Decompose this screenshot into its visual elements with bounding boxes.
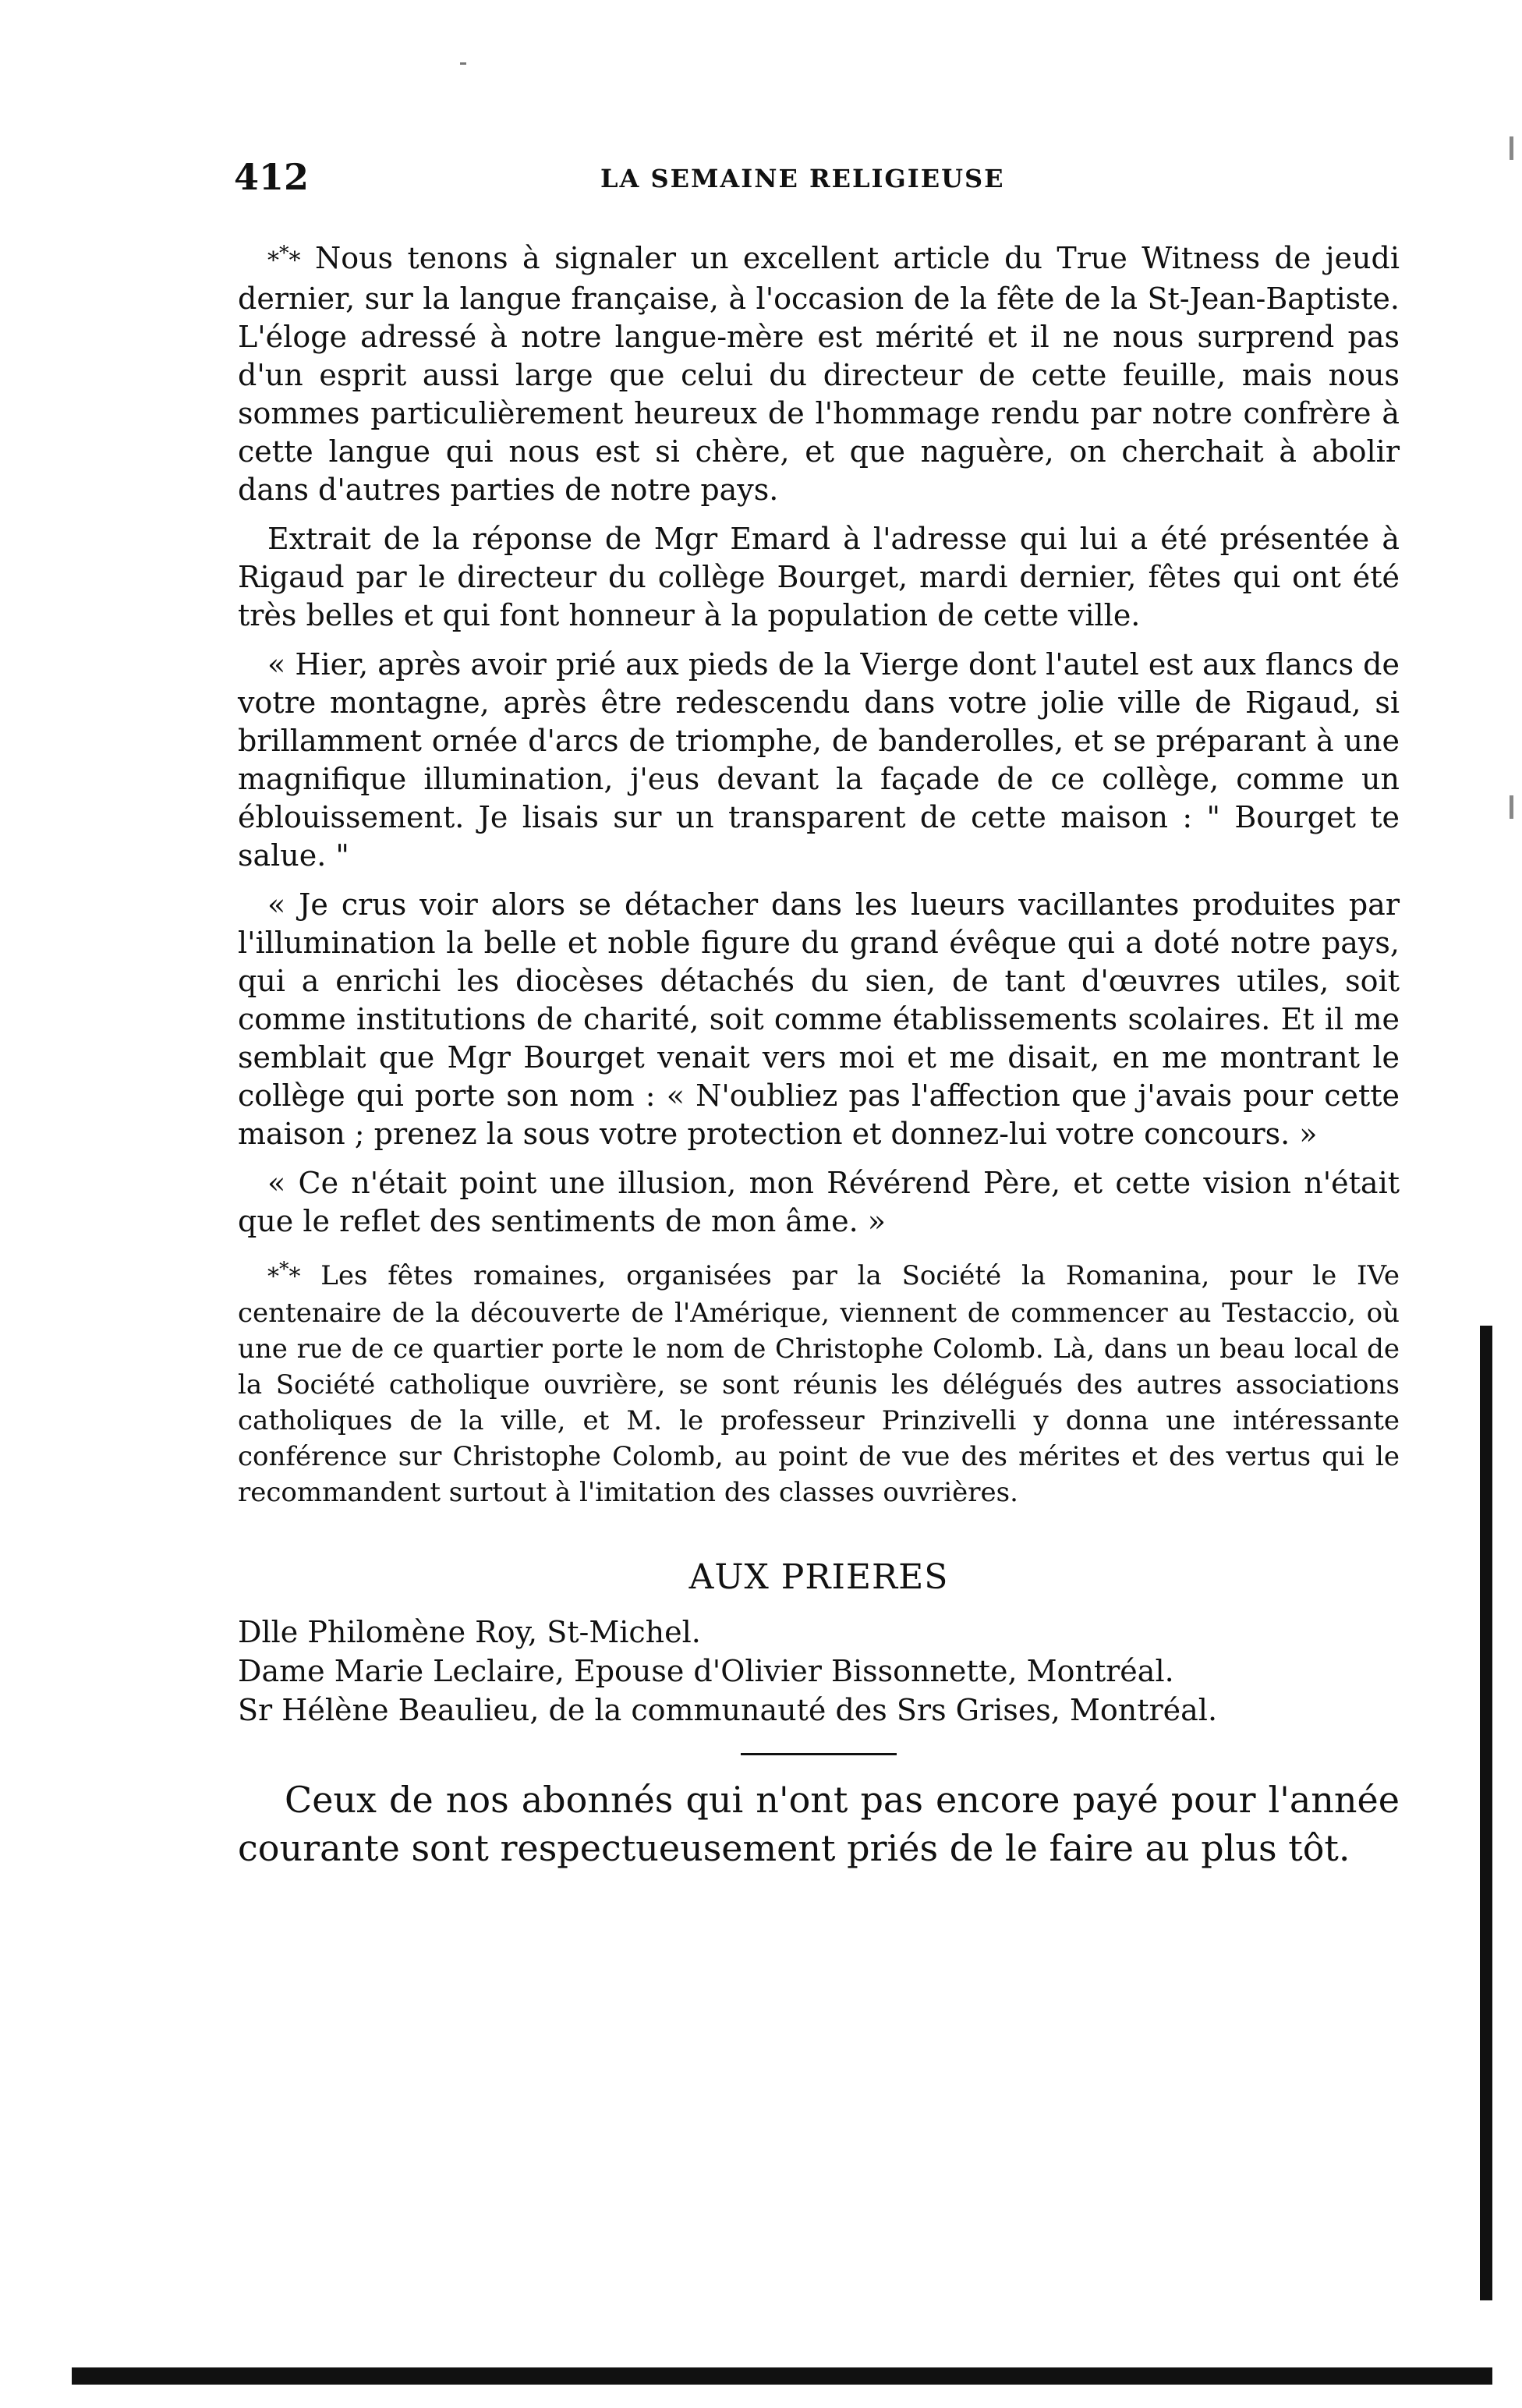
asterism-marker: *** [267, 242, 301, 274]
scan-edge-bar [1480, 1326, 1492, 2300]
scan-bottom-bar [72, 2367, 1492, 2385]
paragraph-text: Les fêtes romaines, organisées par la Société la Romanina, pour le IVe centenaire de la découverte de l'Amérique, viennent de commencer au Testaccio, où une rue de ce quartier porte le nom de Christophe Colomb. Là, dans un beau local de la Société catholique ouvrière, se sont réunis les délégués des autres associations catholiques de la ville, et M. le professeur Prinzivelli y donna une intéressante conférence sur Christophe Colomb, au point de vue des mérites et des vertus qui le recommandent surtout à l'imitation des classes ouvrières. [238, 1260, 1400, 1508]
paragraph-text: Nous tenons à signaler un excellent article du True Witness de jeudi dernier, sur la langue française, à l'occasion de la fête de la St-Jean-Baptiste. L'éloge adressé à notre langue-mère est mérité et il ne nous surprend pas d'un esprit aussi large que celui du directeur de cette feuille, mais nous sommes particulièrement heureux de l'hommage rendu par notre confrère à cette langue qui nous est si chère, et que naguère, on cherchait à abolir dans d'autres parties de notre pays. [238, 241, 1400, 507]
prayer-item: Dlle Philomène Roy, St-Michel. [238, 1615, 701, 1649]
page-number: 412 [234, 156, 310, 198]
subscription-notice: Ceux de nos abonnés qui n'ont pas encore payé pour l'année courante sont respectueusement priés de le faire au plus tôt. [238, 1779, 1400, 1869]
paragraph-quote-1: « Hier, après avoir prié aux pieds de la Vierge dont l'autel est aux flancs de votre montagne, après être redescendu dans votre jolie ville de Rigaud, si brillamment ornée d'arcs de triomphe, de banderolles, et se préparant à une magnifique illumination, j'eus devant la façade de ce collège, comme un éblouissement. Je lisais sur un transparent de cette maison : " Bourget te salue. " [238, 647, 1400, 873]
article-body [238, 234, 1400, 1872]
paragraph-quote-2: « Je crus voir alors se détacher dans les lueurs vacillantes produites par l'illumination la belle et noble figure du grand évêque qui a doté notre pays, qui a enrichi les diocèses détachés du sien, de tant d'œuvres utiles, soit comme institutions de charité, soit comme établissements scolaires. Et il me semblait que Mgr Bourget venait vers moi et me disait, en me montrant le collège qui porte son nom : « N'oubliez pas l'affection que j'avais pour cette maison ; prenez la sous votre protection et donnez-lui votre concours. » [238, 887, 1400, 1151]
prayer-item: Dame Marie Leclaire, Epouse d'Olivier Bissonnette, Montréal. [238, 1654, 1174, 1688]
paragraph-true-witness [238, 234, 1400, 509]
running-title: LA SEMAINE RELIGIEUSE [600, 164, 1005, 193]
prayer-item: Sr Hélène Beaulieu, de la communauté des Srs Grises, Montréal. [238, 1693, 1218, 1727]
paragraph-quote-3: « Ce n'était point une illusion, mon Révérend Père, et cette vision n'était que le reflet des sentiments de mon âme. » [238, 1166, 1400, 1238]
prayers-heading: AUX PRIERES [688, 1557, 949, 1597]
paragraph-extrait: Extrait de la réponse de Mgr Emard à l'adresse qui lui a été présentée à Rigaud par le directeur du collège Bourget, mardi dernier, fêtes qui ont été très belles et qui font honneur à la population de cette ville. [238, 522, 1400, 632]
scan-mark [1510, 795, 1513, 819]
asterism-marker: *** [267, 1258, 301, 1291]
separator-rule [741, 1753, 897, 1755]
page-header [234, 156, 1403, 211]
paragraph-fetes-romaines [238, 1252, 1400, 1510]
scan-mark [1510, 136, 1513, 160]
scan-mark [460, 62, 466, 65]
